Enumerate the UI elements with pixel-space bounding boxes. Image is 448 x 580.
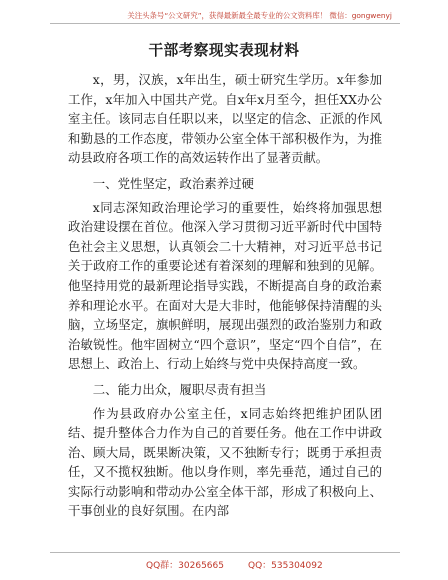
- section-heading-2: 二、能力出众，履职尽责有担当: [92, 381, 267, 397]
- footer-divider: [50, 552, 400, 553]
- section-paragraph-1: x同志深知政治理论学习的重要性，始终将加强思想政治建设摆在首位。他深入学习贯彻习近平新时代中国特色社会主义思想，认真领会二十大精神，对习近平总书记关于政府工作的重要论述有着深刻的理解和独到的见解。他坚持用党的最新理论指导实践，不断提高自身的政治素养和理论水平。在面对大是大非时，他能够保持清醒的头脑，立场坚定，旗帜鲜明，展现出强烈的政治鉴别力和政治敏锐性。他牢固树立“四个意识”，坚定“四个自信”，在思想上、政治上、行动上始终与党中央保持高度一致。: [68, 199, 382, 372]
- header-divider: [50, 23, 400, 24]
- page-footer: [0, 552, 448, 580]
- document-body: [68, 70, 382, 521]
- footer-qq-group: QQ群：30265665: [146, 561, 224, 571]
- page-header: [0, 0, 448, 28]
- footer-qq-number: QQ：535304092: [248, 561, 323, 571]
- section-heading-1: 一、党性坚定，政治素养过硬: [92, 175, 254, 191]
- document-title: 干部考察现实表现材料: [148, 42, 300, 59]
- intro-paragraph: x，男，汉族，x年出生，硕士研究生学历。x年参加工作，x年加入中国共产党。自x年x月至今，担任XX办公室主任。该同志自任职以来，以坚定的信念、正派的作风和勤恳的工作态度，带领办公室全体干部积极作为，为推动县政府各项工作的高效运转作出了显著贡献。: [68, 72, 382, 166]
- section-paragraph-2: 作为县政府办公室主任，x同志始终把维护团队团结、提升整体合力作为自己的首要任务。他在工作中讲政治、顾大局，既果断决策，又不独断专行；既勇于承担责任，又不揽权独断。他以身作则，率先垂范，通过自己的实际行动影响和带动办公室全体干部，形成了积极向上、干事创业的良好氛围。在内部: [68, 405, 382, 519]
- header-notice: 关注头条号“公文研究”，获得最新最全最专业的公文资料库！ 微信：gongwenyj: [127, 11, 392, 20]
